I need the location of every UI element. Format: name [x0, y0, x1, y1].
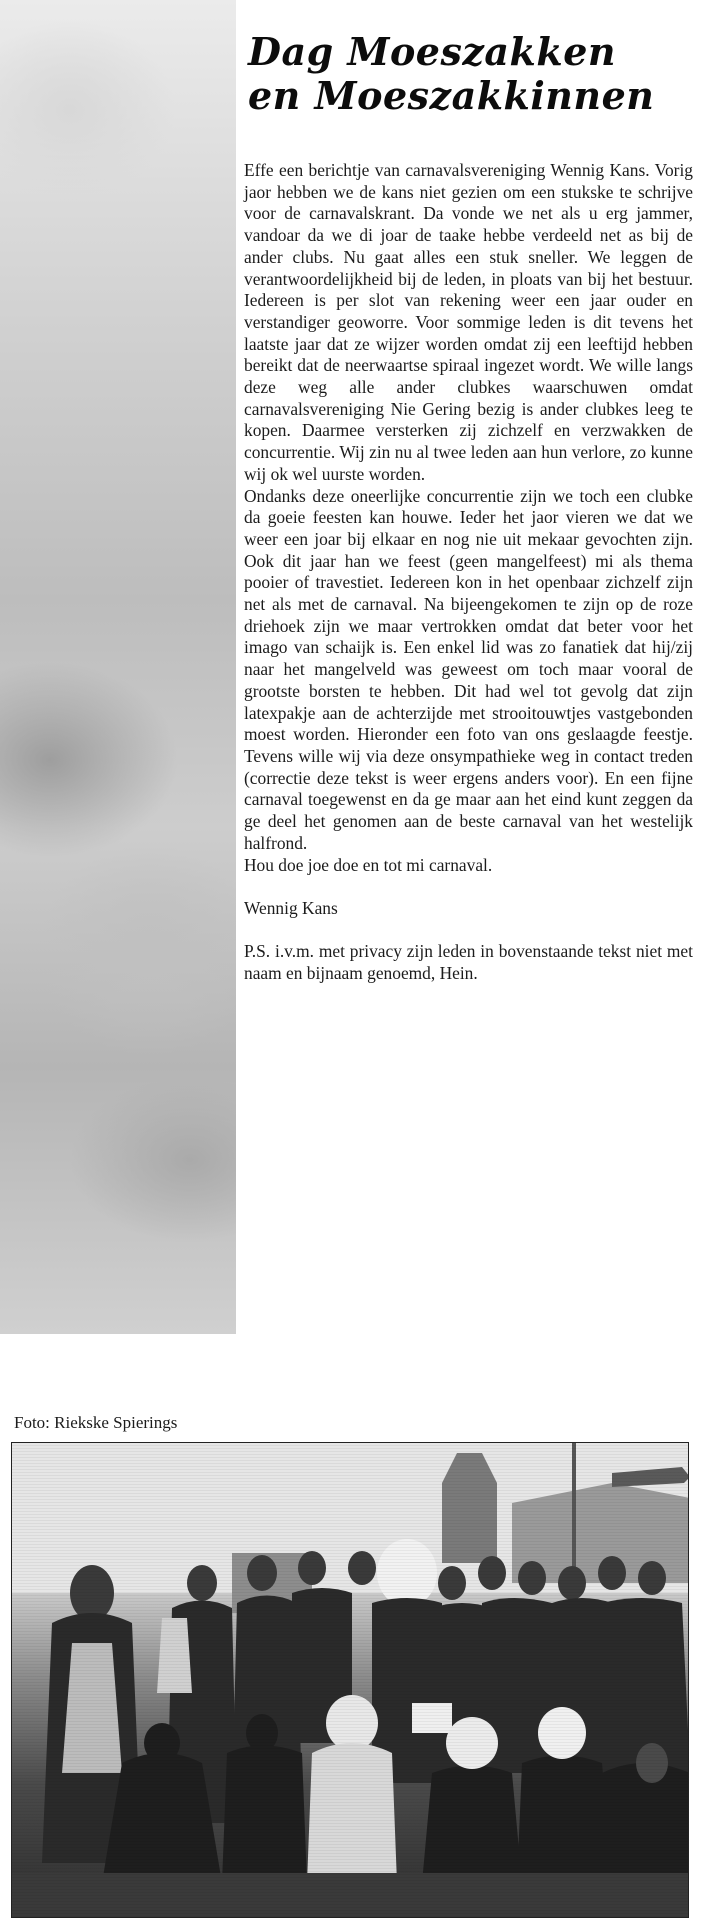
photo-caption: Foto: Riekske Spierings	[14, 1413, 178, 1432]
article-body	[244, 160, 693, 985]
paragraph-3: Hou doe joe doe en tot mi carnaval.	[244, 854, 493, 875]
side-shadow-area	[0, 0, 236, 1334]
article-title	[248, 30, 693, 118]
group-photo	[11, 1442, 689, 1918]
paragraph-2: Ondanks deze oneerlijke concurrentie zijn we toch een clubke da goeie feesten kan houwe. Ieder het jaor vieren we dat we weer een joar bij elkaar en nog nie uit mekaar gevochten zijn. Ook dit jaar han we feest (geen mangelfeest) mi als thema pooier of travestiet. Iedereen kon in het openbaar zichzelf zijn net als met de carnaval. Na bijeengekomen te zijn op de roze driehoek zijn we maar vertrokken omdat dat beter voor het imago van schaijk is. Een enkel lid was zo fanatiek dat hij/zij naar het mangelveld was geweest om toch maar vooral de grootste borsten te hebben. Dit had wel tot gevolg dat zijn latexpakje aan de achterzijde met strooitouwtjes vastgebonden moest worden. Hieronder een foto van ons geslaagde feestje. Tevens wille wij via deze onsympathieke weg in contact treden (correctie deze tekst is weer ergens anders voor). En een fijne carnaval toegewenst en da ge maar aan het eind kunt zeggen da ge deel het genomen aan de beste carnaval van het westelijk halfrond.	[244, 485, 693, 853]
title-line-2: en Moeszakkinnen	[248, 73, 655, 118]
title-line-1: Dag Moeszakken	[248, 29, 617, 74]
group-photo-illustration	[12, 1443, 689, 1918]
paragraph-1: Effe een berichtje van carnavalsvereniging Wennig Kans. Vorig jaor hebben we de kans niet gezien om een stukske te schrijve voor de carnavalskrant. Da vonde we net als u erg jammer, vandoar da we di joar de taake hebbe verdeeld net as bij de ander clubs. Nu gaat alles een stuk sneller. We leggen de verantwoordelijkheid bij de leden, in ploats van bij het bestuur. Iedereen is per slot van rekening weer een jaar ouder en verstandiger geoworre. Voor sommige leden is dit tevens het laatste jaar dat ze wijzer worden omdat zij een leeftijd hebben bereikt dat de neerwaartse spiraal ingezet wordt. We wille langs deze weg alle ander clubkes waarschuwen omdat carnavalsvereniging Nie Gering bezig is ander clubkes leeg te kopen. Daarmee versterken zij zichzelf en verzwakken de concurrentie. Wij zin nu al twee leden aan hun verlore, zo kunne wij ok wel uurste worden.	[244, 160, 693, 484]
postscript: P.S. i.v.m. met privacy zijn leden in bovenstaande tekst niet met naam en bijnaam genoemd, Hein.	[244, 941, 693, 983]
signature: Wennig Kans	[244, 897, 338, 918]
